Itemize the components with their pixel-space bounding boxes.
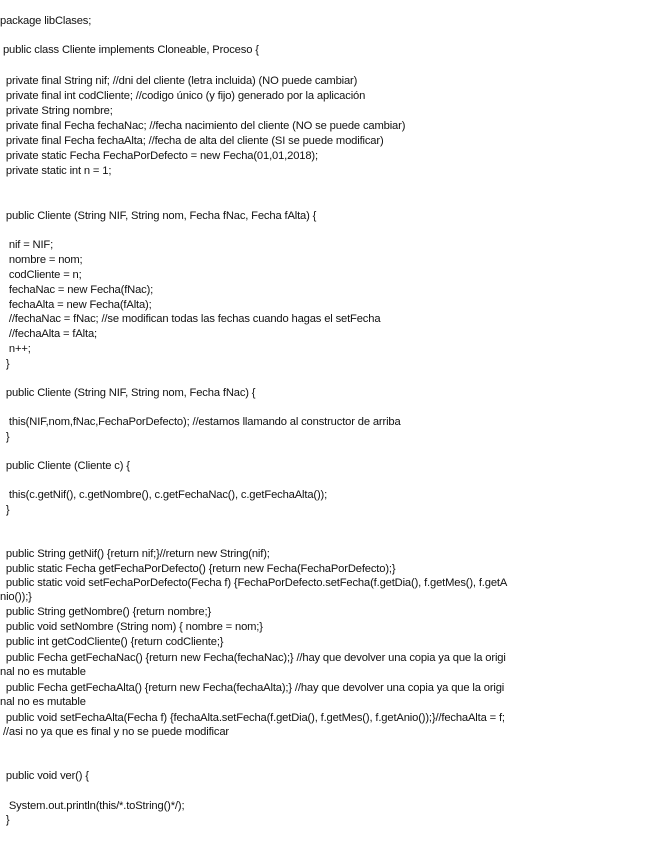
code-line: System.out.println(this/*.toString()*/); (0, 800, 185, 812)
code-line: private String nombre; (0, 105, 113, 117)
code-line: public void setFechaAlta(Fecha f) {fechaAlta.setFecha(f.getDia(), f.getMes(), f.getAnio());}//fechaAlta = f; (0, 712, 505, 724)
code-line: this(NIF,nom,fNac,FechaPorDefecto); //estamos llamando al constructor de arriba (0, 416, 401, 428)
code-line: //fechaNac = fNac; //se modifican todas las fechas cuando hagas el setFecha (0, 313, 381, 325)
code-line: public String getNombre() {return nombre;} (0, 606, 212, 618)
code-line: codCliente = n; (0, 269, 82, 281)
code-line: public int getCodCliente() {return codCliente;} (0, 636, 224, 648)
code-line: fechaAlta = new Fecha(fAlta); (0, 299, 152, 311)
code-line: nif = NIF; (0, 239, 54, 251)
code-line: nombre = nom; (0, 254, 83, 266)
code-line: public Cliente (String NIF, String nom, Fecha fNac, Fecha fAlta) { (0, 210, 317, 222)
code-line: private final int codCliente; //codigo único (y fijo) generado por la aplicación (0, 90, 366, 102)
code-line: public void setNombre (String nom) { nombre = nom;} (0, 621, 263, 633)
code-line: //fechaAlta = fAlta; (0, 328, 97, 340)
code-line: public class Cliente implements Cloneable, Proceso { (0, 44, 259, 56)
code-line: nal no es mutable (0, 666, 86, 678)
code-line: private final Fecha fechaNac; //fecha nacimiento del cliente (NO se puede cambiar) (0, 120, 406, 132)
code-line: this(c.getNif(), c.getNombre(), c.getFechaNac(), c.getFechaAlta()); (0, 489, 328, 501)
code-line: } (0, 431, 10, 443)
code-line: public Fecha getFechaAlta() {return new Fecha(fechaAlta);} //hay que devolver una copia ya que la origi (0, 682, 505, 694)
code-line: private static int n = 1; (0, 165, 112, 177)
code-line: } (0, 358, 10, 370)
code-line: public void ver() { (0, 770, 89, 782)
code-line: public Cliente (Cliente c) { (0, 460, 130, 472)
code-line: private static Fecha FechaPorDefecto = new Fecha(01,01,2018); (0, 150, 318, 162)
code-line: package libClases; (0, 15, 92, 27)
code-line: fechaNac = new Fecha(fNac); (0, 284, 154, 296)
code-line: } (0, 504, 10, 516)
code-line: } (0, 814, 10, 826)
code-line: nal no es mutable (0, 696, 86, 708)
code-line: public Fecha getFechaNac() {return new Fecha(fechaNac);} //hay que devolver una copia ya que la origi (0, 652, 506, 664)
code-line: nio());} (0, 591, 32, 603)
code-line: public String getNif() {return nif;}//return new String(nif); (0, 548, 270, 560)
code-line: public Cliente (String NIF, String nom, Fecha fNac) { (0, 387, 256, 399)
code-line: private final String nif; //dni del cliente (letra incluida) (NO puede cambiar) (0, 75, 358, 87)
code-line: n++; (0, 343, 31, 355)
code-line: public static Fecha getFechaPorDefecto() {return new Fecha(FechaPorDefecto);} (0, 563, 396, 575)
code-line: private final Fecha fechaAlta; //fecha de alta del cliente (SI se puede modificar) (0, 135, 384, 147)
code-line: //asi no ya que es final y no se puede modificar (0, 726, 229, 738)
code-line: public static void setFechaPorDefecto(Fecha f) {FechaPorDefecto.setFecha(f.getDia(), f.getMes(), f.getA (0, 577, 508, 589)
